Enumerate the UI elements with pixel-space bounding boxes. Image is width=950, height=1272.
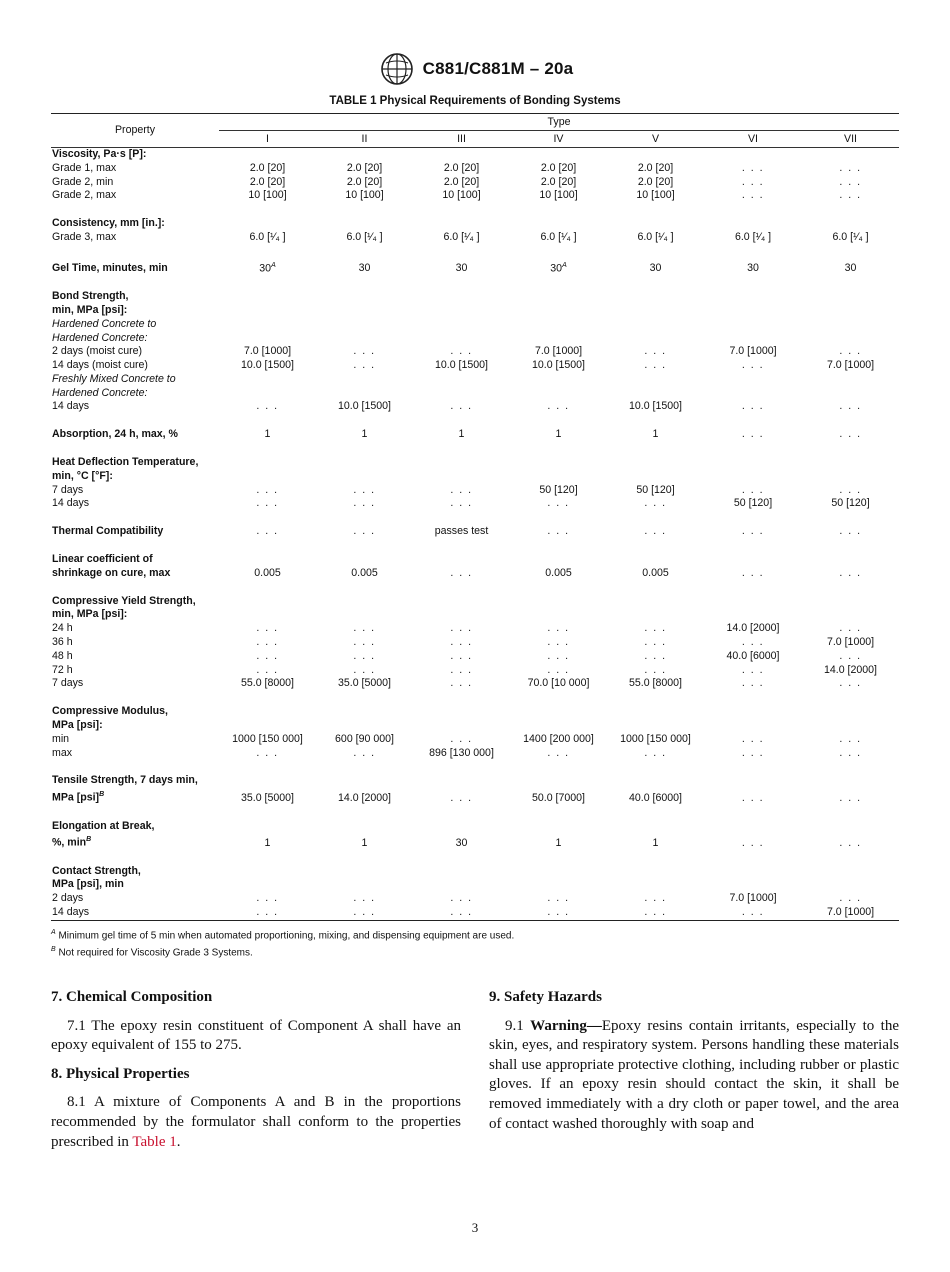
property-label: 14 days: [51, 906, 219, 920]
property-label: Contact Strength,: [52, 864, 141, 877]
table-cell: passes test: [434, 525, 489, 538]
table-cell: 40.0 [6000]: [726, 649, 780, 662]
section-header-row: [51, 290, 899, 304]
table-cell: . . .: [353, 649, 376, 662]
section-7-heading: 7. Chemical Composition: [51, 989, 213, 1005]
table-cell: 0.005: [642, 566, 669, 579]
table-row: [51, 567, 899, 581]
table-row: [51, 373, 899, 387]
table-cell: . . .: [256, 497, 279, 510]
table-row: [51, 636, 899, 650]
type-vii-header: VII: [802, 131, 899, 148]
table-cell: . . .: [644, 649, 667, 662]
table-cell: 2.0 [20]: [346, 175, 383, 188]
table-cell: 6.0 [¹⁄₄ ]: [249, 230, 286, 243]
table-cell: 50 [120]: [539, 483, 578, 496]
section-9-heading: 9. Safety Hazards: [489, 989, 602, 1005]
table-cell: 10 [100]: [248, 189, 287, 202]
table-row: [51, 176, 899, 190]
table-cell: . . .: [450, 677, 473, 690]
table-cell: . . .: [450, 483, 473, 496]
spacer-row: [51, 691, 899, 705]
table-cell: 7.0 [1000]: [534, 345, 583, 358]
property-label: 36 h: [52, 636, 73, 649]
table-cell: . . .: [450, 622, 473, 635]
property-label: 48 h: [52, 649, 73, 662]
table-cell: 70.0 [10 000]: [527, 677, 590, 690]
table-cell: 0.005: [351, 566, 378, 579]
type-v-header: V: [607, 131, 704, 148]
table-cell: 30: [455, 836, 468, 849]
table-cell: 30: [358, 262, 371, 275]
table-cell: . . .: [450, 791, 473, 804]
table-cell: . . .: [741, 836, 765, 849]
table-cell: . . .: [644, 359, 667, 372]
table-footnotes: [51, 926, 899, 960]
table-cell: . . .: [741, 175, 765, 188]
table-cell: . . .: [547, 636, 570, 649]
property-label: 2 days: [52, 892, 84, 905]
property-label: Linear coefficient of: [52, 553, 153, 566]
table-cell: 2.0 [20]: [443, 175, 480, 188]
property-label: 7 days: [52, 483, 84, 496]
property-label: Heat Deflection Temperature,: [52, 456, 199, 469]
table-cell: . . .: [256, 746, 279, 759]
table-cell: 10.0 [1500]: [531, 359, 585, 372]
property-label: min, MPa [psi]:: [52, 303, 128, 316]
table-row: [51, 622, 899, 636]
table-cell: . . .: [353, 636, 376, 649]
property-label: Elongation at Break,: [52, 819, 155, 832]
table-cell: . . .: [256, 622, 279, 635]
table-cell: 600 [90 000]: [335, 732, 394, 745]
table-cell: . . .: [741, 732, 765, 745]
footnote-a: $^A$ Minimum gel time of 5 min when automated proportioning, mixing, and dispensing equipment are used.: [51, 929, 515, 942]
table-cell: 30: [747, 262, 759, 275]
section-header-row: [51, 148, 899, 162]
spacer-row: [51, 581, 899, 595]
table-row: [51, 650, 899, 664]
table-cell: 10.0 [1500]: [434, 359, 488, 372]
table-cell: . . .: [607, 906, 704, 920]
spacer-row: [51, 442, 899, 456]
section-8-heading: 8. Physical Properties: [51, 1065, 190, 1082]
requirements-table: [51, 113, 899, 921]
table-cell: 10 [100]: [345, 189, 384, 202]
table-row: [51, 332, 899, 346]
table-cell: . . .: [839, 189, 862, 202]
spacer-row: [51, 760, 899, 774]
table-row: [51, 747, 899, 761]
table-cell: . . .: [644, 525, 667, 538]
table-row: [51, 833, 899, 850]
table-cell: . . .: [839, 525, 862, 538]
table-cell: 30: [844, 262, 857, 275]
table-cell: . . .: [839, 175, 862, 188]
table-cell: . . .: [547, 497, 570, 510]
table-cell: 2.0 [20]: [249, 161, 286, 174]
table-cell: 55.0 [8000]: [240, 677, 294, 690]
section-header-row: [51, 456, 899, 470]
table-cell: . . .: [450, 892, 473, 905]
table-row: [51, 359, 899, 373]
table-cell: 6.0 [¹⁄₄ ]: [734, 230, 772, 243]
table-cell: 1: [361, 836, 368, 849]
table-cell: . . .: [353, 746, 376, 759]
property-label: Consistency, mm [in.]:: [52, 217, 165, 230]
spacer-row: [51, 245, 899, 259]
table-cell: . . .: [644, 636, 667, 649]
spacer-row: [51, 539, 899, 553]
table-cell: 1000 [150 000]: [620, 732, 691, 745]
table-cell: 14.0 [2000]: [337, 791, 391, 804]
table-row: [51, 387, 899, 401]
spacer-row: [51, 276, 899, 290]
table-cell: 35.0 [5000]: [240, 791, 294, 804]
section-header-row: [51, 217, 899, 231]
table-cell: . . .: [450, 497, 473, 510]
section-header-row: [51, 595, 899, 609]
table-cell: . . .: [353, 359, 376, 372]
table-cell: . . .: [741, 746, 765, 759]
table-cell: . . .: [353, 892, 376, 905]
table-cell: 14.0 [2000]: [726, 622, 780, 635]
section-header-row: [51, 865, 899, 879]
table-cell: . . .: [547, 649, 570, 662]
property-label: Compressive Modulus,: [52, 705, 168, 718]
property-label: 7 days: [52, 677, 84, 690]
table-row: [51, 189, 899, 203]
table-row: [51, 497, 899, 511]
property-label: Hardened Concrete:: [52, 331, 148, 344]
section-header-row: [51, 608, 899, 622]
property-label: Hardened Concrete to: [52, 317, 157, 330]
table-cell: . . .: [644, 497, 667, 510]
table-cell: $30^A$: [550, 261, 567, 275]
property-label: Freshly Mixed Concrete to: [52, 372, 176, 385]
table-cell: . . .: [450, 400, 473, 413]
table-cell: 1: [458, 428, 465, 441]
left-column: [51, 988, 461, 1161]
table-cell: 1: [555, 428, 562, 441]
table-cell: . . .: [547, 663, 570, 676]
table-cell: 7.0 [1000]: [826, 359, 875, 372]
table-cell: 2.0 [20]: [346, 161, 383, 174]
table-cell: . . .: [256, 525, 279, 538]
table-cell: . . .: [741, 636, 765, 649]
table-cell: 1000 [150 000]: [232, 732, 303, 745]
table-cell: 1: [555, 836, 562, 849]
type-header: Type: [219, 114, 899, 131]
table-cell: 6.0 [¹⁄₄ ]: [832, 230, 869, 243]
table-cell: 1: [652, 428, 659, 441]
table-cell: 1400 [200 000]: [523, 732, 594, 745]
section-header-row: [51, 470, 899, 484]
property-label: Viscosity, Pa·s [P]:: [52, 148, 147, 160]
table-cell: . . .: [839, 345, 862, 358]
property-label: min, MPa [psi]:: [52, 608, 128, 621]
section-header-row: [51, 553, 899, 567]
table-cell: 7.0 [1000]: [802, 906, 899, 920]
table-cell: . . .: [413, 906, 510, 920]
property-header: Property: [51, 114, 219, 148]
table-cell: . . .: [256, 636, 279, 649]
table-cell: 1: [361, 428, 368, 441]
table-row: [51, 788, 899, 805]
table-cell: 7.0 [1000]: [243, 345, 292, 358]
table-cell: 2.0 [20]: [637, 161, 674, 174]
table-cell: 10.0 [1500]: [337, 400, 391, 413]
property-label: %, $\min^B$: [52, 836, 92, 849]
table-row: [51, 664, 899, 678]
table-cell: . . .: [741, 677, 765, 690]
table-cell: . . .: [741, 428, 765, 441]
property-label: 72 h: [52, 663, 73, 676]
property-label: Gel Time, minutes, min: [52, 262, 168, 275]
spacer-row: [51, 203, 899, 217]
table-cell: . . .: [256, 649, 279, 662]
astm-logo-icon: [377, 52, 417, 86]
footnote-b: $^B$ Not required for Viscosity Grade 3 Systems.: [51, 945, 253, 959]
table-cell: 50 [120]: [636, 483, 675, 496]
table-cell: 6.0 [¹⁄₄ ]: [637, 230, 674, 243]
type-ii-header: II: [316, 131, 413, 148]
table-cell: . . .: [450, 566, 473, 579]
table-row: [51, 733, 899, 747]
property-label: max: [52, 746, 73, 759]
property-label: 14 days: [52, 400, 90, 413]
table-row: [51, 345, 899, 359]
property-label: Tensile Strength, 7 days min,: [52, 774, 198, 787]
table-row: [51, 231, 899, 245]
table-cell: . . .: [839, 566, 862, 579]
section-header-row: [51, 719, 899, 733]
table-cell: . . .: [450, 732, 473, 745]
table-cell: . . .: [839, 677, 862, 690]
table-1-link[interactable]: Table 1: [132, 1133, 177, 1150]
table-cell: 10.0 [1500]: [628, 400, 682, 413]
property-label: MPa [psi]:: [52, 719, 103, 732]
table-cell: . . .: [353, 345, 376, 358]
table-cell: . . .: [644, 663, 667, 676]
section-header-row: [51, 820, 899, 834]
property-label: MPa [psi], min: [52, 878, 124, 891]
table-cell: 2.0 [20]: [637, 175, 674, 188]
table-body: [51, 148, 899, 921]
type-iii-header: III: [413, 131, 510, 148]
type-iv-header: IV: [510, 131, 607, 148]
table-cell: 6.0 [¹⁄₄ ]: [540, 230, 577, 243]
table-cell: . . .: [839, 732, 862, 745]
spacer-row: [51, 414, 899, 428]
table-cell: . . .: [353, 483, 376, 496]
table-cell: . . .: [839, 836, 862, 849]
table-cell: . . .: [741, 791, 765, 804]
table-cell: . . .: [547, 400, 570, 413]
table-cell: 2.0 [20]: [249, 175, 286, 188]
table-cell: . . .: [644, 622, 667, 635]
table-row: [51, 892, 899, 906]
table-row: [51, 259, 899, 276]
table-cell: . . .: [256, 892, 279, 905]
type-vi-header: VI: [704, 131, 802, 148]
table-cell: 10 [100]: [539, 189, 578, 202]
table-cell: 2.0 [20]: [540, 161, 577, 174]
property-label: Thermal Compatibility: [52, 525, 164, 538]
table-cell: . . .: [644, 892, 667, 905]
table-cell: . . .: [450, 663, 473, 676]
table-cell: 55.0 [8000]: [628, 677, 682, 690]
table-cell: . . .: [256, 663, 279, 676]
table-cell: 40.0 [6000]: [628, 791, 682, 804]
section-8-1-paragraph: 8.1 A mixture of Components A and B in the proportions recommended by the formulator shall conform to the properties prescribed in Table 1.: [51, 1094, 461, 1150]
section-header-row: [51, 774, 899, 788]
table-cell: . . .: [839, 161, 862, 174]
table-cell: . . .: [256, 400, 279, 413]
table-cell: 1: [264, 836, 271, 849]
property-label: Grade 2, min: [52, 175, 114, 188]
table-cell: 30: [649, 262, 662, 275]
section-header-row: [51, 304, 899, 318]
table-cell: . . .: [839, 649, 862, 662]
table-row: [51, 484, 899, 498]
table-cell: 10.0 [1500]: [240, 359, 294, 372]
table-cell: . . .: [839, 400, 862, 413]
page-header: [0, 52, 950, 86]
table-cell: . . .: [839, 746, 862, 759]
table-cell: . . .: [353, 497, 376, 510]
document-title: C881/C881M – 20a: [422, 59, 574, 78]
table-cell: . . .: [547, 892, 570, 905]
property-label: Hardened Concrete:: [52, 386, 148, 399]
table-row: [51, 400, 899, 414]
table-cell: . . .: [353, 525, 376, 538]
property-label: Grade 1, max: [52, 161, 117, 174]
property-label: Grade 3, max: [52, 230, 117, 243]
table-row: [51, 906, 899, 920]
table-cell: $30^A$: [259, 261, 276, 275]
table-cell: . . .: [547, 746, 570, 759]
table-cell: . . .: [839, 791, 862, 804]
property-label: 14 days: [52, 497, 90, 510]
table-cell: . . .: [256, 483, 279, 496]
table-cell: . . .: [644, 746, 667, 759]
property-label: Bond Strength,: [52, 290, 129, 303]
table-cell: 50.0 [7000]: [531, 791, 585, 804]
table-cell: . . .: [741, 189, 765, 202]
type-i-header: I: [219, 131, 316, 148]
section-7-1-paragraph: 7.1 The epoxy resin constituent of Component A shall have an epoxy equivalent of 155 to 275.: [51, 1017, 461, 1054]
spacer-row: [51, 511, 899, 525]
table-cell: 7.0 [1000]: [826, 636, 875, 649]
table-cell: . . .: [353, 663, 376, 676]
table-cell: 14.0 [2000]: [823, 663, 877, 676]
table-cell: 1: [264, 428, 271, 441]
table-cell: 10 [100]: [636, 189, 675, 202]
table-cell: . . .: [353, 622, 376, 635]
property-label: min: [52, 732, 70, 745]
spacer-row: [51, 851, 899, 865]
property-label: Compressive Yield Strength,: [52, 594, 196, 607]
table-cell: 2.0 [20]: [443, 161, 480, 174]
table-row: [51, 318, 899, 332]
table-row: [51, 677, 899, 691]
table-cell: 6.0 [¹⁄₄ ]: [346, 230, 383, 243]
property-label: min, °C [°F]:: [52, 469, 113, 482]
table-cell: . . .: [741, 566, 765, 579]
property-label: 2 days (moist cure): [52, 345, 143, 358]
property-label: shrinkage on cure, max: [52, 566, 171, 579]
spacer-row: [51, 806, 899, 820]
table-cell: 0.005: [545, 566, 572, 579]
table-cell: . . .: [839, 483, 862, 496]
table-cell: 30: [455, 262, 468, 275]
table-row: [51, 428, 899, 442]
table-cell: 7.0 [1000]: [729, 892, 777, 905]
page-number: 3: [471, 1220, 479, 1235]
property-label: MPa [psi]$^B$: [52, 791, 105, 804]
table-cell: . . .: [316, 906, 413, 920]
section-header-row: [51, 705, 899, 719]
table-cell: . . .: [839, 428, 862, 441]
table-cell: . . .: [741, 359, 765, 372]
table-cell: . . .: [219, 906, 316, 920]
table-row: [51, 162, 899, 176]
table-cell: 50 [120]: [831, 497, 870, 510]
table-cell: 35.0 [5000]: [337, 677, 391, 690]
table-cell: 10 [100]: [442, 189, 481, 202]
table-cell: 2.0 [20]: [540, 175, 577, 188]
property-label: 14 days (moist cure): [52, 359, 148, 372]
table-cell: 6.0 [¹⁄₄ ]: [443, 230, 480, 243]
right-column: [489, 988, 899, 1143]
table-cell: . . .: [704, 906, 802, 920]
table-cell: . . .: [839, 622, 862, 635]
table-cell: 0.005: [254, 566, 281, 579]
table-cell: . . .: [450, 649, 473, 662]
table-cell: 1: [652, 836, 659, 849]
table-cell: 7.0 [1000]: [729, 345, 777, 358]
table-title: TABLE 1 Physical Requirements of Bonding Systems: [329, 95, 621, 107]
table-cell: . . .: [450, 636, 473, 649]
table-cell: . . .: [644, 345, 667, 358]
section-9-1-paragraph: 9.1 Warning—Epoxy resins contain irritants, especially to the skin, eyes, and respiratory system. Persons handling these materials shall use appropriate protective clothing, including rubber or plastic gloves. If an epoxy resin should contact the skin, it shall be removed immediately with a dry cloth or paper towel, and the area of contact washed thoroughly with soap and: [489, 1017, 900, 1132]
section-header-row: [51, 878, 899, 892]
property-label: Grade 2, max: [52, 189, 117, 202]
table-cell: . . .: [547, 622, 570, 635]
table-cell: . . .: [741, 400, 765, 413]
property-label: Absorption, 24 h, max, %: [52, 428, 178, 441]
table-cell: . . .: [510, 906, 607, 920]
table-cell: . . .: [839, 892, 862, 905]
table-cell: . . .: [547, 525, 570, 538]
table-cell: 896 [130 000]: [429, 746, 494, 759]
table-cell: . . .: [741, 525, 765, 538]
property-label: 24 h: [52, 622, 73, 635]
table-cell: . . .: [741, 483, 765, 496]
requirements-table-wrapper: [51, 113, 899, 921]
table-row: [51, 525, 899, 539]
table-cell: . . .: [741, 161, 765, 174]
table-cell: 50 [120]: [733, 497, 773, 510]
table-cell: . . .: [450, 345, 473, 358]
table-cell: . . .: [741, 663, 765, 676]
